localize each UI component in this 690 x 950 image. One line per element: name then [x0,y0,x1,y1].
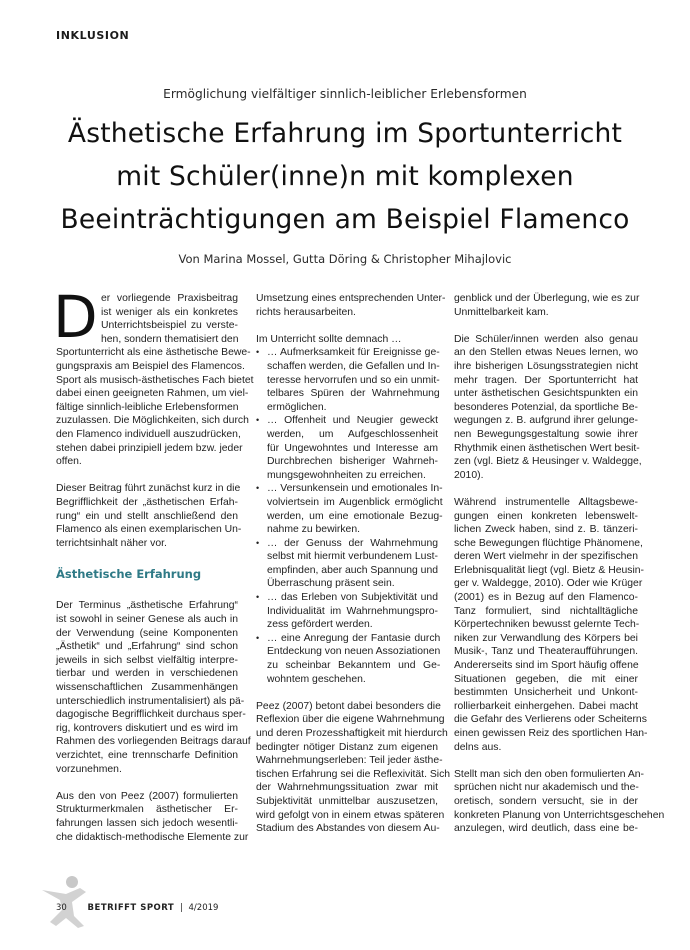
text-line: Unmittelbarkeit kam. [454,306,549,318]
page-footer [56,903,218,913]
text-line: der Verwendung (seine Komponenten [56,627,238,639]
text-line: und deren Prozesshaftigkeit mit hierdurch [256,728,448,739]
text-line: mehr tragen. Der Sportunterricht hat [454,374,638,386]
text-line: Andererseits sind im Sport häufig offene [454,660,639,672]
text-line: Erlebnisqualität liegt (vgl. Bietz & Heusin- [454,564,645,576]
list-item [256,482,443,536]
text-line: werden, um eine emotionale Bezug- [267,510,443,522]
text-line: Stellt man sich den oben formulierten An- [454,768,645,780]
magazine-name: BETRIFFT SPORT [87,903,175,913]
text-line: bedingter nötiger Distanz zum eigenen [256,741,438,753]
text-line: zen (vgl. Bietz & Heusinger v. Waldegge, [454,456,642,468]
text-line: terrichtsinhalt näher vor. [56,537,167,549]
text-line: Rahmen des vorliegenden Beitrags darauf [56,736,251,748]
text-line: „Ästhetik“ und „Erfahrung“ sind schon [56,641,238,653]
list-intro: Im Unterricht sollte demnach … [256,333,402,345]
text-line: dagogische Begrifflichkeit durchaus sper- [56,709,246,721]
paragraph [56,790,249,844]
paragraph [454,768,665,836]
text-line: selbst mit hiermit verbundenem Lust- [267,551,439,563]
text-line: wohntem geschehen. [267,673,366,685]
issue-number: 4/2019 [188,903,219,913]
bullet-icon: • [256,347,260,358]
text-line: jeweils in sich selbst vielfältig interpre- [56,654,238,666]
text-line: Strukturmerkmalen ästhetischer Er- [56,804,238,816]
sport-figure-logo-icon [36,872,96,930]
footer-separator: | [179,903,183,913]
text-line: Körpertechniken bewusst gelernte Tech- [454,619,640,631]
bullet-list [256,346,443,686]
text-line: er vorliegende Praxisbeitrag [101,293,238,304]
paragraph [454,292,638,319]
list-item [256,632,441,686]
text-line: che didaktisch-methodische Elemente zur [56,831,249,843]
text-line: genblick und der Überlegung, wie es zur [454,293,640,304]
text-line: sche Bewegungen flüchtige Phänomene, [454,537,643,549]
text-line: rung“ ein und stellt anschließend den [56,510,238,522]
text-line: konkreten Planung von Unterrichtsgeschehen [454,809,665,821]
bullet-icon: • [256,415,260,426]
text-line: delns aus. [454,741,502,753]
text-line: wegungen z. B. aufgrund ihrer gelunge- [454,415,638,427]
text-line: Durchbrechen bisheriger Wahrneh- [267,456,438,468]
text-line: Der Terminus „ästhetische Erfahrung“ [56,600,238,612]
text-line: lichen Zweck haben, sind z. B. tänzeri- [454,524,638,536]
text-line: unterschiedlich instrumentalisiert) als pä- [56,695,245,707]
bullet-icon: • [256,483,260,494]
article-kicker: Ermöglichung vielfältiger sinnlich-leiblicher Erlebensformen [163,87,527,101]
text-line: 2010). [454,469,484,481]
text-line: an den Stellen etwas Neues lernen, wo [454,347,638,359]
paragraph [56,482,242,550]
text-line: stehen dabei prinzipiell jedem bzw. jeder [56,442,243,454]
text-line: tierbar und werden in verschiedenen [56,668,238,680]
text-line: ihre bisherigen Lösungsstrategien nicht [454,360,638,372]
bullet-icon: • [256,592,260,603]
text-line: Überraschung präsent sein. [267,578,395,590]
title-line: Ästhetische Erfahrung im Sportunterricht [67,118,623,149]
text-column-1 [53,283,254,844]
text-line: Unterrichtsbeispiel zu verste- [101,320,238,332]
list-item [256,591,438,632]
text-line: Situationen gegeben, die mit einer [454,673,638,685]
paragraph [56,599,251,776]
text-line: ist weniger als ein konkretes [101,306,238,318]
text-line: nahme zu bewirken. [267,524,360,536]
text-line: … das Erleben von Subjektivität und [267,592,438,604]
text-line: volviertsein im Augenblick ermöglicht [267,496,443,508]
text-line: hen, sondern thematisiert den [101,333,239,345]
text-line: unter ästhetischen Gesichtspunkten ein [454,388,638,400]
text-line: niken zur Verwandlung des Körpers bei [454,632,638,644]
text-column-2 [256,292,451,836]
text-line: Entdeckung von neuen Assoziationen [267,646,441,658]
list-item [256,537,438,591]
section-heading: Ästhetische Erfahrung [56,566,202,581]
text-line: den Flamenco individuell auszudrücken, [56,428,241,440]
text-line: … eine Anregung der Fantasie durch [267,632,441,644]
text-line: Reflexion über die eigene Wahrnehmung [256,714,445,726]
text-line: Subjektivität unmittelbar auszusetzen, [256,795,438,807]
text-line: dabei einen geeigneten Rahmen, um viel- [56,388,249,400]
bullet-icon: • [256,632,260,643]
text-line: besonderes Potenzial, da sportliche Be- [454,401,638,413]
text-line: zess gefördert werden. [267,619,373,631]
text-line: Tanz formuliert, sind nichtalltägliche [454,605,638,617]
text-line: … Offenheit und Neugier geweckt [267,415,438,427]
text-line: Stadium des Abstandes von diesem Au- [256,823,440,835]
text-line: anzulegen, wird deutlich, dass eine be- [454,823,638,835]
text-line: werden, um Aufgeschlossenheit [267,428,438,440]
text-line: teresse hervorrufen und so ein unmit- [267,374,440,386]
text-line: einen gewissen Reiz des sportlichen Han- [454,728,648,739]
text-line: gungen einen konkreten lebenswelt- [454,510,638,522]
text-line: richts herausarbeiten. [256,306,356,318]
text-line: Wahrnehmungserleben: Teil jeder ästhe- [256,755,443,767]
text-line: fahrungen lassen sich jedoch wesentli- [56,817,238,829]
text-line: Flamenco als einen exemplarischen Un- [56,524,242,536]
paragraph [454,496,648,754]
list-item [256,414,438,482]
text-line: wird gefolgt von in einem etwas späteren [256,809,445,821]
text-line: rig, kontrovers diskutiert und es wird im [56,722,238,734]
article-title [0,112,690,241]
drop-cap: D [53,283,98,351]
title-line: mit Schüler(inne)n mit komplexen [116,161,574,192]
author-byline: Von Marina Mossel, Gutta Döring & Christopher Mihajlovic [178,252,512,266]
text-line: schaffen werden, die Gefallen und In- [267,360,440,372]
text-line: Peez (2007) betont dabei besonders die [256,700,441,712]
text-line: offen. [56,456,82,468]
text-line: Dieser Beitrag führt zunächst kurz in die [56,483,241,495]
text-line: rollierbarkeit einhergehen. Dabei macht [454,700,638,712]
text-line: fältige sinnlich-leibliche Erlebensformen [56,401,239,413]
text-line: wissenschaftlichen Zusammenhängen [56,682,238,694]
text-line: ist sowohl in seiner Genese als auch in [56,614,238,626]
title-line: Beeinträchtigungen am Beispiel Flamenco [60,204,630,235]
text-line: telbares Spüren der Wahrnehmung [267,388,440,400]
text-line: empfinden, aber auch Spannung und [267,564,439,576]
text-line: verzichtet, eine trennscharfe Definition [56,750,238,761]
text-line: ger v. Waldegge, 2010). Oder wie Krüger [454,578,643,590]
text-line: … Aufmerksamkeit für Ereignisse ge- [267,347,440,359]
text-line: Während instrumentelle Alltagsbewe- [454,496,638,508]
text-line: gungspraxis am Beispiel des Flamencos. [56,360,245,372]
bullet-icon: • [256,537,260,548]
text-line: oretisch, sondern versucht, sie in der [454,795,638,807]
list-item [256,346,438,414]
section-label: INKLUSION [56,29,130,42]
page-number: 30 [56,903,67,913]
text-line: Die Schüler/innen werden also genau [454,333,638,345]
text-column-3 [454,292,665,836]
text-line: (2001) es in Bezug auf den Flamenco- [454,592,638,604]
text-line: sprüchen nicht nur akademisch und the- [454,782,639,794]
text-line: für Ungewohntes und Interesse am [267,442,438,454]
text-line: … Versunkensein und emotionales In- [267,483,443,495]
text-line: Rhythmik einen ästhetischen Wert besit- [454,442,640,454]
text-line: Begrifflichkeit der „ästhetischen Erfah- [56,496,238,508]
text-line: zuzulassen. Die Möglichkeiten, sich durch [56,415,249,427]
text-line: Aus den von Peez (2007) formulierten [56,790,238,802]
text-line: bestimmten Unsicherheit und Unkont- [454,687,638,699]
text-line: mungsgewohnheiten zu erreichen. [267,469,426,481]
text-line: zu scheinbar Bekanntem und Ge- [267,660,441,672]
text-line: ermöglichen. [267,401,327,413]
paragraph [256,292,446,319]
paragraph [454,333,642,483]
text-line: tischen Erfahrung sei die Reflexivität. Sich [256,768,451,780]
text-line: nen Bewegungsgestaltung sowie ihrer [454,428,638,440]
text-line: der Wahrnehmungssituation zwar mit [256,782,438,794]
text-line: deren Wert vielmehr in der spezifischen [454,551,638,563]
text-line: die Gefahr des Verlierens oder Scheiterns [454,714,647,726]
paragraph [256,700,451,836]
text-line: Umsetzung eines entsprechenden Unter- [256,293,446,304]
text-line: vorzunehmen. [56,763,122,775]
text-line: Sportunterricht als eine ästhetische Bewe- [56,347,251,359]
text-line: Musik-, Tanz und Theateraufführungen. [454,646,638,658]
text-line: … der Genuss der Wahrnehmung [267,537,439,549]
text-line: Sport als musisch-ästhetisches Fach bietet [56,374,254,386]
text-line: Individualität im Wahrnehmungspro- [267,605,438,617]
